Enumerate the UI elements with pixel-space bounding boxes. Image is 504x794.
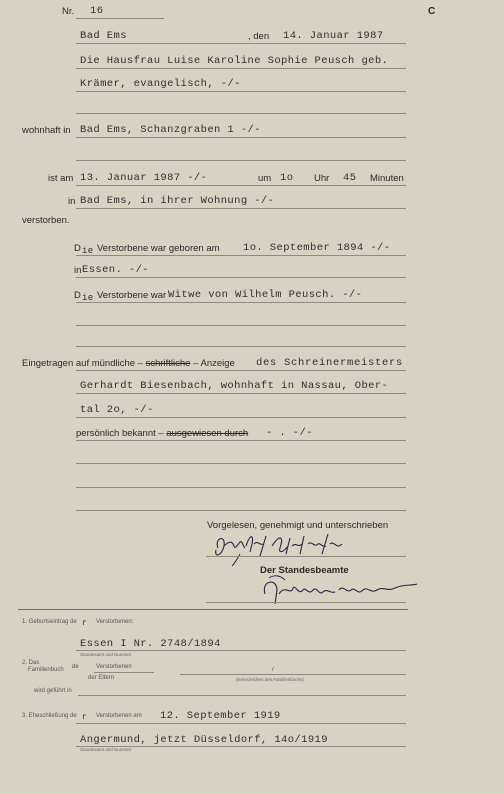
line-birth-date	[76, 255, 406, 256]
nr-value: 16	[90, 5, 104, 17]
line-informant-2	[76, 393, 406, 394]
note3-caption: Standesamt und Nummer	[80, 747, 132, 752]
birth-place: Essen. -/-	[82, 264, 150, 276]
line-status	[76, 302, 406, 303]
nr-label: Nr.	[62, 6, 75, 17]
line-note2-a	[94, 672, 154, 673]
death-verb: verstorben.	[22, 215, 70, 226]
notes-divider	[18, 609, 408, 610]
line-status-2	[76, 325, 406, 326]
note3-date: 12. September 1919	[160, 710, 281, 722]
registered-label: Eingetragen auf mündliche – schriftliche – Anzeige	[22, 358, 235, 369]
line-residence-2	[76, 160, 406, 161]
status-value: Witwe von Wilhelm Peusch. -/-	[168, 289, 363, 301]
known-value: - . -/-	[266, 427, 313, 439]
birth-date: 1o. September 1894 -/-	[243, 242, 391, 254]
line-note2-b	[180, 674, 406, 675]
note1-caption: Standesamt und Nummer	[80, 652, 132, 657]
status-d-prefix: D	[74, 290, 81, 301]
note2-label-b: Familienbuch	[28, 667, 64, 673]
registry-date: 14. Januar 1987	[283, 30, 384, 42]
birth-d-prefix: D	[74, 243, 81, 254]
registrar-label: Der Standesbeamte	[260, 565, 349, 576]
nr-underline	[76, 18, 164, 19]
line-signature-1	[206, 556, 406, 557]
line-death-place	[76, 208, 406, 209]
note2-de: de	[72, 664, 79, 670]
informant-line-1: des Schreinermeisters	[256, 357, 404, 369]
informant-signature	[210, 526, 390, 566]
line-person-1	[76, 68, 406, 69]
death-date: 13. Januar 1987 -/-	[80, 172, 208, 184]
person-line-2: Krämer, evangelisch, -/-	[80, 78, 241, 90]
registry-place: Bad Ems	[80, 30, 127, 42]
note3-r: r	[82, 713, 88, 722]
time-label: um	[258, 173, 272, 184]
line-person-2	[76, 91, 406, 92]
line-blank-2	[76, 487, 406, 488]
note2-eltern: der Eltern	[88, 675, 115, 681]
line-note1	[76, 650, 406, 651]
line-place	[76, 43, 406, 44]
line-signature-2	[206, 602, 406, 603]
line-death-date	[76, 185, 406, 186]
note1-suffix: Verstorbenen:	[96, 619, 134, 625]
residence-label: wohnhaft in	[22, 125, 71, 136]
note2-kept: wird geführt in	[34, 688, 72, 694]
form-letter: C	[428, 6, 436, 17]
line-birth-place	[76, 277, 406, 278]
death-minute: 45	[343, 172, 357, 184]
date-prefix: , den	[248, 31, 270, 42]
person-line-1: Die Hausfrau Luise Karoline Sophie Peusch geb.	[80, 55, 389, 67]
note2-caption: (Kennzeichen des Familienbuchs)	[236, 677, 304, 682]
residence-value: Bad Ems, Schanzgraben 1 -/-	[80, 124, 261, 136]
birth-label: Verstorbene war geboren am	[97, 243, 220, 254]
note2-verstorbenen: Verstorbenen	[96, 664, 132, 670]
status-label: Verstorbene war	[97, 290, 167, 301]
line-note3	[76, 723, 406, 724]
death-place: Bad Ems, in ihrer Wohnung -/-	[80, 195, 275, 207]
note3-suffix: Verstorbenen am	[96, 713, 142, 719]
line-residence	[76, 137, 406, 138]
note1-value: Essen I Nr. 2748/1894	[80, 638, 221, 650]
death-label: ist am	[48, 173, 74, 184]
note3-label: 3. Eheschließung de	[22, 713, 77, 719]
known-label: persönlich bekannt – ausgewiesen durch	[76, 428, 249, 439]
birth-place-label: in	[74, 265, 82, 276]
line-person-3	[76, 113, 406, 114]
line-blank-1	[76, 463, 406, 464]
note2-slash: /	[272, 667, 274, 673]
line-informant-1	[76, 370, 406, 371]
line-known	[76, 440, 406, 441]
note2-label-a: 2. Das	[22, 660, 40, 666]
death-hour: 1o	[280, 172, 294, 184]
informant-line-2: Gerhardt Biesenbach, wohnhaft in Nassau, Ober-	[80, 380, 389, 392]
status-ie: ie	[82, 293, 94, 303]
registrar-signature	[255, 574, 425, 610]
note1-r: r	[82, 619, 88, 628]
line-status-3	[76, 346, 406, 347]
line-blank-3	[76, 510, 406, 511]
line-informant-3	[76, 417, 406, 418]
hour-unit: Uhr	[314, 173, 330, 184]
read-approved-label: Vorgelesen, genehmigt und unterschrieben	[207, 520, 389, 531]
death-place-label: in	[68, 196, 76, 207]
line-note2-c	[78, 695, 406, 696]
note3-place: Angermund, jetzt Düsseldorf, 14o/1919	[80, 734, 328, 746]
note1-label: 1. Geburtseintrag de	[22, 619, 77, 625]
birth-ie: ie	[82, 246, 94, 256]
minute-unit: Minuten	[370, 173, 404, 184]
informant-line-3: tal 2o, -/-	[80, 404, 154, 416]
